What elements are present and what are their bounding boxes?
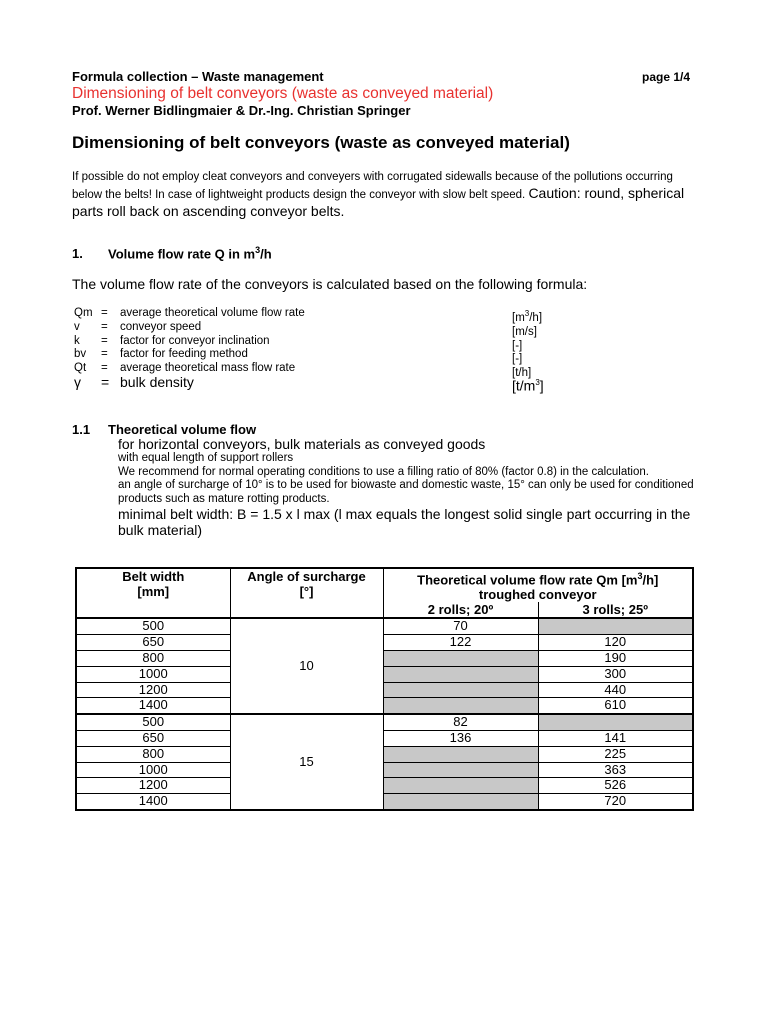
section-1-title: Volume flow rate Q in m <box>108 246 256 262</box>
cell-rolls-3: 120 <box>538 635 693 651</box>
definition-symbol: v <box>74 320 80 333</box>
cell-rolls-3: 610 <box>538 698 693 714</box>
definition-text: conveyor speed <box>120 320 202 333</box>
definition-symbol: γ <box>74 373 81 390</box>
definition-unit-post: ] <box>539 377 544 394</box>
table-row <box>76 682 693 698</box>
header-rolls-3: 3 rolls; 25º <box>538 602 693 618</box>
header-belt-width-label: Belt width <box>122 569 185 584</box>
header-belt-width-unit: [mm] <box>137 584 170 599</box>
definition-text: bulk density <box>120 373 194 390</box>
definition-text: factor for conveyor inclination <box>120 334 270 347</box>
intro-paragraph <box>72 169 702 221</box>
header-angle-label: Angle of surcharge <box>247 569 366 584</box>
cell-rolls-2: 70 <box>383 618 538 634</box>
page-number: page 1/4 <box>642 70 691 84</box>
cell-belt-width: 650 <box>76 730 230 746</box>
cell-rolls-2 <box>383 650 538 666</box>
definition-equals: = <box>101 348 108 361</box>
intro-text: If possible do not employ cleat conveyors and conveyers with corrugated sidewalls because of the pollutions occurring below the belts! In case of lightweight products design the conveyor with slow belt speed. <box>72 171 673 201</box>
table-row <box>76 714 693 730</box>
section-1-heading <box>72 245 272 261</box>
cell-rolls-3: 300 <box>538 666 693 682</box>
cell-belt-width: 1200 <box>76 682 230 698</box>
section-1-1-number: 1.1 <box>72 422 91 437</box>
table-row <box>76 794 693 810</box>
cell-belt-width: 1000 <box>76 666 230 682</box>
cell-rolls-3: 190 <box>538 650 693 666</box>
cell-rolls-2 <box>383 762 538 778</box>
cell-angle: 10 <box>230 618 383 714</box>
definition-symbol: Qt <box>74 362 87 375</box>
cell-rolls-3: 141 <box>538 730 693 746</box>
cell-rolls-2 <box>383 778 538 794</box>
cell-belt-width: 500 <box>76 714 230 730</box>
cell-rolls-2 <box>383 682 538 698</box>
table-row <box>76 746 693 762</box>
definition-unit-main: [m/s] <box>512 325 537 338</box>
intro-caution: Caution: round, spherical parts roll back on ascending conveyor belts. <box>72 185 685 219</box>
formula-intro: The volume flow rate of the conveyors is calculated based on the following formula: <box>72 276 588 292</box>
section-1-1-line3: We recommend for normal operating conditions to use a filling ratio of 80% (factor 0.8) in the calculation. <box>118 465 649 478</box>
table-row <box>76 635 693 651</box>
header-rolls-2: 2 rolls; 20º <box>383 602 538 618</box>
definition-unit-main: [t/h] <box>512 367 532 380</box>
definition-symbol: k <box>74 334 80 347</box>
header-belt-width <box>76 568 230 618</box>
header-flow-sub: troughed conveyor <box>478 587 597 603</box>
definition-unit-post: /h] <box>529 311 543 324</box>
header-angle-unit: [°] <box>299 584 314 599</box>
definition-equals: = <box>101 307 108 319</box>
definition-unit-main: [t/m <box>512 377 536 394</box>
cell-rolls-2 <box>383 698 538 714</box>
definition-unit-sup: 3 <box>535 377 540 387</box>
header-angle <box>230 568 383 618</box>
definition-symbol: bv <box>74 348 87 361</box>
cell-belt-width: 800 <box>76 746 230 762</box>
header-flow-label: Theoretical volume flow rate Qm [m <box>417 572 638 588</box>
cell-rolls-2: 136 <box>383 730 538 746</box>
header-flow-sup: 3 <box>637 571 643 581</box>
header-collection: Formula collection – Waste management <box>72 69 324 84</box>
cell-rolls-3 <box>538 618 693 634</box>
cell-belt-width: 1400 <box>76 794 230 810</box>
definition-text: average theoretical volume flow rate <box>120 307 305 319</box>
definition-unit <box>512 376 544 393</box>
cell-belt-width: 650 <box>76 635 230 651</box>
definition-unit-main: [-] <box>512 353 523 366</box>
cell-rolls-2 <box>383 666 538 682</box>
cell-rolls-3: 526 <box>538 778 693 794</box>
definition-equals: = <box>101 362 108 375</box>
table-row <box>76 666 693 682</box>
section-1-1-title: Theoretical volume flow <box>108 422 257 437</box>
cell-rolls-2 <box>383 794 538 810</box>
cell-belt-width: 500 <box>76 618 230 634</box>
section-1-1-line1: for horizontal conveyors, bulk materials as conveyed goods <box>118 436 486 452</box>
section-1-1-line2: with equal length of support rollers <box>118 452 294 464</box>
section-1-1-heading <box>72 422 256 437</box>
cell-belt-width: 1200 <box>76 778 230 794</box>
table-row <box>76 762 693 778</box>
cell-rolls-3: 225 <box>538 746 693 762</box>
section-1-title-post: /h <box>260 246 272 262</box>
definition-equals: = <box>101 320 108 333</box>
page-title: Dimensioning of belt conveyors (waste as conveyed material) <box>72 133 570 152</box>
cell-rolls-2 <box>383 746 538 762</box>
definition-text: average theoretical mass flow rate <box>120 362 296 375</box>
section-1-title-sup: 3 <box>255 245 261 255</box>
definition-symbol: Qm <box>74 307 93 319</box>
cell-belt-width: 1400 <box>76 698 230 714</box>
definition-unit-main: [-] <box>512 339 523 352</box>
cell-rolls-2: 122 <box>383 635 538 651</box>
definition-equals: = <box>101 334 108 347</box>
cell-rolls-3: 720 <box>538 794 693 810</box>
table-row <box>76 650 693 666</box>
table-row <box>76 730 693 746</box>
table-row <box>76 618 693 634</box>
cell-rolls-3: 440 <box>538 682 693 698</box>
definition-text: factor for feeding method <box>120 348 248 361</box>
header-flow <box>383 568 693 602</box>
definition-equals: = <box>101 373 110 390</box>
section-1-number: 1. <box>72 246 83 262</box>
table-row <box>76 698 693 714</box>
cell-rolls-3 <box>538 714 693 730</box>
cell-angle: 15 <box>230 714 383 810</box>
definition-unit-main: [m <box>512 311 525 324</box>
header-subtitle: Dimensioning of belt conveyors (waste as conveyed material) <box>72 85 494 102</box>
definition-unit-sup: 3 <box>524 309 530 318</box>
volume-flow-table <box>75 567 694 811</box>
section-1-1-line4: an angle of surcharge of 10° is to be used for biowaste and domestic waste, 15° can only be used for conditioned products such as mature rotting products. <box>118 479 694 505</box>
section-1-1-line5: minimal belt width: B = 1.5 x l max (l max equals the longest solid single part occurring in the bulk material) <box>118 506 691 538</box>
cell-belt-width: 800 <box>76 650 230 666</box>
section-1-1-body <box>118 436 708 538</box>
header-authors: Prof. Werner Bidlingmaier & Dr.-Ing. Christian Springer <box>72 103 411 118</box>
cell-rolls-3: 363 <box>538 762 693 778</box>
cell-belt-width: 1000 <box>76 762 230 778</box>
header-flow-post: /h] <box>642 572 659 588</box>
cell-rolls-2: 82 <box>383 714 538 730</box>
table-row <box>76 778 693 794</box>
